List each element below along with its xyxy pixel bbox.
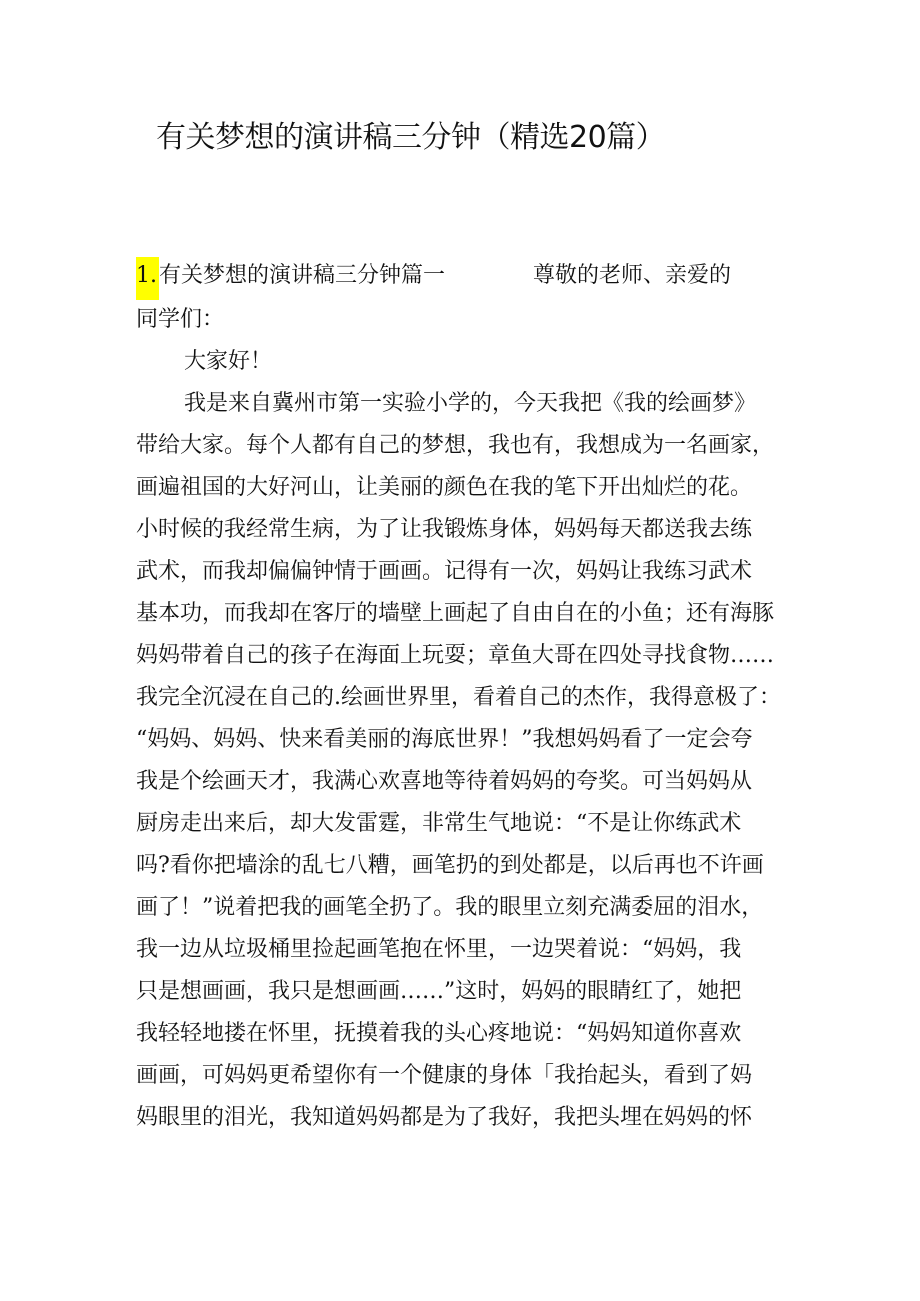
body-line: 妈妈带着自己的孩子在海面上玩耍；章鱼大哥在四处寻找食物…… xyxy=(136,643,775,668)
document-title: 有关梦想的演讲稿三分钟（精选20篇） xyxy=(156,120,666,155)
body-line: “妈妈、妈妈、快来看美丽的海底世界！”我想妈妈看了一定会夸 xyxy=(136,727,753,752)
body-line: 我轻轻地搂在怀里，抚摸着我的头心疼地说：“妈妈知道你喜欢 xyxy=(136,1021,742,1046)
body-line: 同学们： xyxy=(136,307,225,332)
body-line: 我是个绘画天才，我满心欢喜地等待着妈妈的夸奖。可当妈妈从 xyxy=(136,769,753,794)
body-line: 厨房走出来后，却大发雷霆，非常生气地说：“不是让你练武术 xyxy=(136,811,742,836)
paragraph-first-line: 我是来自冀州市第一实验小学的，今天我把《我的绘画梦》 xyxy=(184,391,757,416)
body-line: 我完全沉浸在自己的.绘画世界里，看着自己的杰作，我得意极了： xyxy=(136,685,781,710)
body-line: 带给大家。每个人都有自己的梦想，我也有，我想成为一名画家， xyxy=(136,433,775,458)
section-number-highlight: 1. xyxy=(136,257,159,300)
section-heading xyxy=(136,257,776,300)
body-line: 画了！”说着把我的画笔全扔了。我的眼里立刻充满委屈的泪水， xyxy=(136,895,764,920)
body-line: 画遍祖国的大好河山，让美丽的颜色在我的笔下开出灿烂的花。 xyxy=(136,475,753,500)
greeting-text: 尊敬的老师、亲爱的 xyxy=(533,263,732,288)
body-line: 画画，可妈妈更希望你有一个健康的身体「我抬起头，看到了妈 xyxy=(136,1063,753,1088)
body-line: 小时候的我经常生病，为了让我锻炼身体，妈妈每天都送我去练 xyxy=(136,517,753,542)
body-line: 妈眼里的泪光，我知道妈妈都是为了我好，我把头埋在妈妈的怀 xyxy=(136,1105,753,1130)
body-line: 基本功，而我却在客厅的墙壁上画起了自由自在的小鱼；还有海豚 xyxy=(136,601,775,626)
body-line: 大家好！ xyxy=(184,349,273,374)
section-heading-text: 有关梦想的演讲稿三分钟篇一 xyxy=(159,263,446,288)
body-line: 武术，而我却偏偏钟情于画画。记得有一次，妈妈让我练习武术 xyxy=(136,559,753,584)
body-line: 我一边从垃圾桶里捡起画笔抱在怀里，一边哭着说：“妈妈，我 xyxy=(136,937,742,962)
body-line: 只是想画画，我只是想画画……”这时，妈妈的眼睛红了，她把 xyxy=(136,979,742,1004)
body-line: 吗?看你把墙涂的乱七八糟，画笔扔的到处都是，以后再也不许画 xyxy=(136,853,764,878)
